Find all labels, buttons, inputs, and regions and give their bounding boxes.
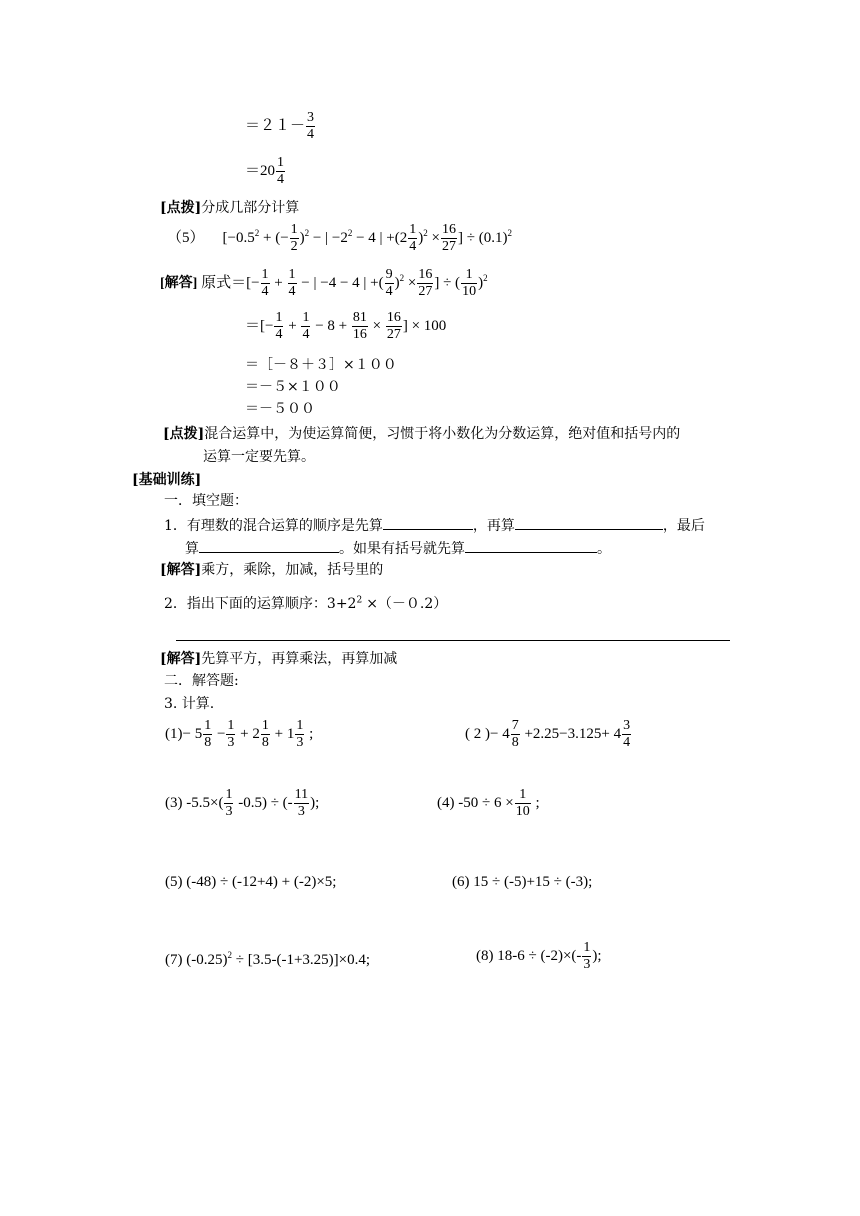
fraction: $\frac{1}{4}$ <box>261 267 269 299</box>
hint-text: 分成几部分计算 <box>201 200 300 216</box>
question-2: 2．指出下面的运算顺序：$3+2^2 \times(-0.2)$ <box>164 595 448 612</box>
fraction: $\frac{1}{4}$ <box>277 155 285 187</box>
section-solve: 二．解答题: <box>164 673 239 689</box>
line-text: ＝20 <box>245 162 276 179</box>
fraction: $\frac{1}{10}$ <box>515 787 530 819</box>
answer-text: 乘方，乘除，加减，括号里的 <box>201 562 384 578</box>
answer-blank <box>465 538 597 553</box>
hint-label: [点拨] <box>163 426 205 442</box>
calc-3: (3) -5.5×( $\frac{1}{3}$ -0.5) ÷ (- $\frac{11}{3}$ ); <box>165 787 320 819</box>
fraction: $\frac{81}{16}$ <box>352 310 367 342</box>
calc-1: (1)− 5 $\frac{1}{8}$ − $\frac{1}{3}$ + 2 $\frac{1}{8}$ + 1 $\frac{1}{3}$ ; <box>165 718 314 750</box>
answer-label: [解答] <box>160 275 198 291</box>
fraction: $\frac{3}{4}$ <box>623 718 631 750</box>
section-heading: [基础训练] <box>132 472 202 488</box>
fraction: $\frac{1}{4}$ <box>302 310 310 342</box>
calc-5: (5) (-48) ÷ (-12+4) + (-2)×5; <box>165 874 337 890</box>
calc-7: (7) $(-0.25)^2 \div [3.5-(-1+3.25)]\times 0.4$; <box>165 950 371 968</box>
answer-5-step-4: ＝－５×１００ <box>245 379 341 395</box>
hint-text: 混合运算中，为使运算简便，习惯于将小数化为分数运算，绝对值和括号内的 <box>204 426 681 442</box>
answer-5-step-3: ＝［－８＋３］×１００ <box>245 357 397 373</box>
calc-6: (6) 15 ÷ (-5)+15 ÷ (-3); <box>452 874 593 890</box>
answer-label: [解答] <box>160 562 202 578</box>
question-3: 3. 计算. <box>164 696 215 712</box>
answer-2 <box>160 650 397 668</box>
answer-text: 先算平方，再算乘法，再算加减 <box>201 651 398 667</box>
problem-5: （5） [$-0.5^2$ + (− $\frac{1}{2}$ )$^2$ − | $-2^2 - 4$ | +(2 $\frac{1}{4}$ )$^2$ × $\frac{16}{27}$ ] ÷ $(0.1)^2$ <box>167 222 512 254</box>
hint-2 <box>163 425 680 443</box>
fraction: $\frac{11}{3}$ <box>294 787 309 819</box>
problem-label: （5） <box>167 229 205 246</box>
fraction: $\frac{1}{3}$ <box>296 718 304 750</box>
calc-4: (4) -50 ÷ 6 × $\frac{1}{10}$ ; <box>437 787 540 819</box>
fraction: $\frac{1}{3}$ <box>583 940 591 972</box>
fraction: $\frac{16}{27}$ <box>386 310 401 342</box>
solution-line-2 <box>245 155 286 188</box>
line-text: ＝２１－ <box>245 117 306 134</box>
fraction: $\frac{1}{3}$ <box>225 787 233 819</box>
answer-blank <box>383 515 473 530</box>
fraction: $\frac{1}{3}$ <box>227 718 235 750</box>
answer-5-step-1: [解答] 原式＝[− $\frac{1}{4}$ + $\frac{1}{4}$ − | −4 − 4 | +( $\frac{9}{4}$ )$^2$ × $\frac{16}{27}$ ] ÷ ( $\frac{1}{10}$ )$^2$ <box>160 267 488 299</box>
fraction: $\frac{1}{4}$ <box>275 310 283 342</box>
answer-blank <box>199 538 339 553</box>
answer-label: [解答] <box>160 651 202 667</box>
fraction: $\frac{1}{2}$ <box>290 222 298 254</box>
fraction: $\frac{1}{4}$ <box>288 267 296 299</box>
answer-blank <box>515 515 663 530</box>
calc-8: (8) 18-6 ÷ (-2)×(- $\frac{1}{3}$ ); <box>476 940 602 972</box>
fraction: $\frac{1}{8}$ <box>204 718 212 750</box>
fraction: $\frac{16}{27}$ <box>418 267 433 299</box>
hint-label: [点拨] <box>160 200 202 216</box>
section-fill-in: 一．填空题： <box>164 493 248 509</box>
fraction: $\frac{1}{8}$ <box>261 718 269 750</box>
question-1-continued: 算 。如果有括号就先算 。 <box>185 538 611 558</box>
question-1: 1．有理数的混合运算的顺序是先算 ，再算 ，最后 <box>164 515 705 535</box>
answer-1 <box>160 561 383 579</box>
fraction: $\frac{16}{27}$ <box>441 222 456 254</box>
fraction: $\frac{1}{4}$ <box>409 222 417 254</box>
answer-5-step-5: ＝－５００ <box>245 401 315 417</box>
fraction: $\frac{7}{8}$ <box>511 718 519 750</box>
answer-5-step-2: ＝[− $\frac{1}{4}$ + $\frac{1}{4}$ − 8 + $\frac{81}{16}$ × $\frac{16}{27}$ ] × 100 <box>245 310 447 342</box>
answer-line <box>176 640 730 641</box>
calc-2: ( 2 )− 4 $\frac{7}{8}$ +2.25−3.125+ 4 $\frac{3}{4}$ <box>465 718 631 750</box>
fraction: $\frac{9}{4}$ <box>385 267 393 299</box>
fraction: $\frac{1}{10}$ <box>462 267 477 299</box>
fraction: $\frac{3}{4}$ <box>307 110 315 142</box>
hint-2-continued: 运算一定要先算。 <box>203 449 315 465</box>
solution-line-1 <box>245 110 316 143</box>
hint-1 <box>160 199 299 217</box>
